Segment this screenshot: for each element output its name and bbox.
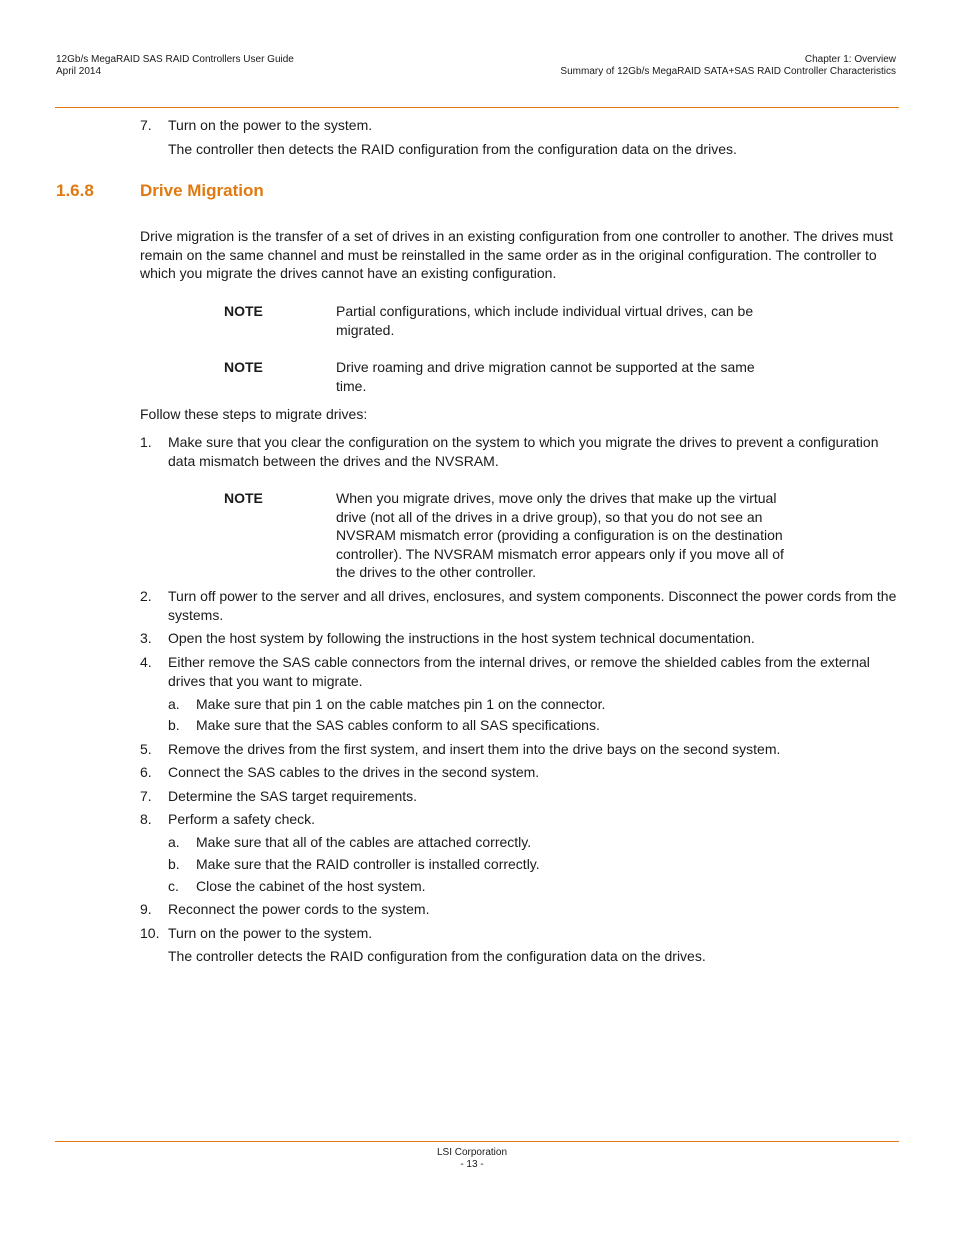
sub-item-8c: c. Close the cabinet of the host system. <box>168 878 426 894</box>
footer-divider <box>55 1141 899 1142</box>
list-item-step-3: 3. Open the host system by following the instructions in the host system technical documentation. <box>140 630 755 646</box>
note-2 <box>224 358 804 395</box>
sub-item-4a: a. Make sure that pin 1 on the cable matches pin 1 on the connector. <box>168 696 606 712</box>
list-item-step-4: 4. Either remove the SAS cable connectors from the internal drives, or remove the shielded cables from the external drives that you want to migrate. <box>140 654 870 689</box>
section-header: Summary of 12Gb/s MegaRAID SATA+SAS RAID Controller Characteristics <box>560 66 896 77</box>
sub-item-4b: b. Make sure that the SAS cables conform to all SAS specifications. <box>168 717 600 733</box>
page-number: - 13 - <box>460 1159 484 1170</box>
note-step-1 <box>224 489 804 582</box>
section-title: Drive Migration <box>140 181 264 200</box>
list-item-step-2: 2. Turn off power to the server and all drives, enclosures, and system components. Disconnect the power cords from the systems. <box>140 588 897 623</box>
list-item-step-10: 10. Turn on the power to the system. <box>140 925 373 941</box>
list-item-step-7: 7. Determine the SAS target requirements. <box>140 788 418 804</box>
header-left <box>56 54 294 78</box>
section-number: 1.6.8 <box>56 181 94 200</box>
list-item-step-1: 1. Make sure that you clear the configuration on the system to which you migrate the drives to prevent a configuration data mismatch between the drives and the NVSRAM. <box>140 434 879 469</box>
note-1 <box>224 302 804 339</box>
note-text: When you migrate drives, move only the drives that make up the virtual drive (not all of the drives in a drive group), so that you do not see an NVSRAM mismatch error (providing a configuration is on the destination controller). The NVSRAM mismatch error appears only if you move all of the drives to the other controller. <box>336 490 784 580</box>
chapter-title: Chapter 1: Overview <box>804 54 896 65</box>
header-right <box>560 54 896 78</box>
sub-item-8a: a. Make sure that all of the cables are attached correctly. <box>168 834 532 850</box>
section-intro: Drive migration is the transfer of a set of drives in an existing configuration from one controller to another. The drives must remain on the same channel and must be reinstalled in the same order as in the original configuration. The controller to which you migrate the drives cannot have an existing configuration. <box>140 228 893 281</box>
note-label: NOTE <box>224 359 263 375</box>
footer <box>0 1147 944 1171</box>
follow-steps-text: Follow these steps to migrate drives: <box>140 406 368 422</box>
doc-date: April 2014 <box>56 66 102 77</box>
header-divider <box>55 107 899 108</box>
closing-text: The controller detects the RAID configuration from the configuration data on the drives. <box>168 948 706 964</box>
doc-title: 12Gb/s MegaRAID SAS RAID Controllers User Guide <box>56 54 294 65</box>
list-item-step-9: 9. Reconnect the power cords to the system. <box>140 901 430 917</box>
section-heading <box>56 181 264 201</box>
note-label: NOTE <box>224 490 263 506</box>
list-item-step-5: 5. Remove the drives from the first system, and insert them into the drive bays on the second system. <box>140 741 781 757</box>
list-item-step-6: 6. Connect the SAS cables to the drives in the second system. <box>140 764 540 780</box>
footer-company: LSI Corporation <box>436 1147 508 1158</box>
note-text: Partial configurations, which include individual virtual drives, can be migrated. <box>336 303 754 338</box>
sub-item-8b: b. Make sure that the RAID controller is installed correctly. <box>168 856 540 872</box>
prev-step-7: 7. Turn on the power to the system. <box>140 117 373 133</box>
prev-step-result: The controller then detects the RAID configuration from the configuration data on the drives. <box>168 141 737 157</box>
list-item-step-8: 8. Perform a safety check. <box>140 811 316 827</box>
note-text: Drive roaming and drive migration cannot be supported at the same time. <box>336 359 755 394</box>
note-label: NOTE <box>224 303 263 319</box>
